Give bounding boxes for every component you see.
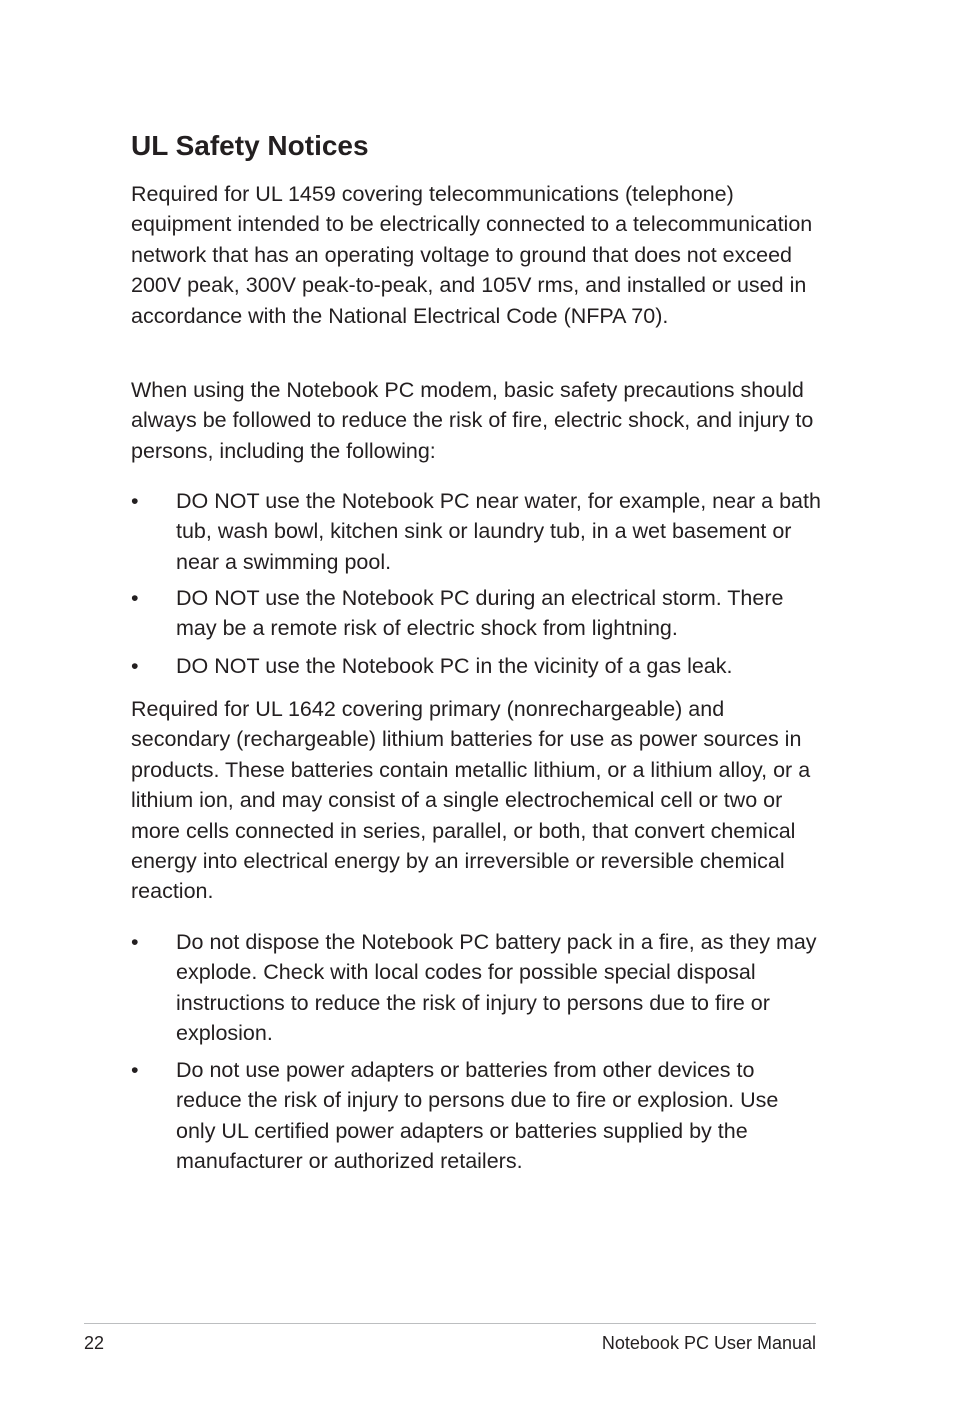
- bullet-text-battery-disposal: Do not dispose the Notebook PC battery pack in a fire, as they may explode. Check with local codes for possible special disposal instructions to reduce the risk of injury to persons due to fire or explosion.: [176, 930, 817, 1046]
- paragraph-ul1642: Required for UL 1642 covering primary (nonrechargeable) and secondary (rechargeable) lithium batteries for use as power sources in products. These batteries contain metallic lithium, or a lithium alloy, or a lithium ion, and may consist of a single electrochemical cell or two or more cells connected in series, parallel, or both, that convert chemical energy into electrical energy by an irreversible or reversible chemical reaction.: [131, 697, 811, 904]
- page-heading: UL Safety Notices: [131, 130, 369, 161]
- list-item: [131, 583, 821, 644]
- footer-divider: [84, 1323, 816, 1324]
- bullet-marker: •: [131, 489, 139, 513]
- bullet-text-storm: DO NOT use the Notebook PC during an electrical storm. There may be a remote risk of electric shock from lightning.: [176, 586, 784, 641]
- list-item: [131, 927, 821, 1049]
- list-item: [131, 1055, 821, 1177]
- paragraph-ul1459: Required for UL 1459 covering telecommunications (telephone) equipment intended to be electrically connected to a telecommunication network that has an operating voltage to ground that does not exceed 200V peak, 300V peak-to-peak, and 105V rms, and installed or used in accordance with the National Electrical Code (NFPA 70).: [131, 182, 813, 328]
- bullet-text-water: DO NOT use the Notebook PC near water, for example, near a bath tub, wash bowl, kitchen sink or laundry tub, in a wet basement or near a swimming pool.: [176, 489, 821, 574]
- list-item: [131, 651, 821, 681]
- bullet-marker: •: [131, 586, 139, 610]
- paragraph-modem-precautions: When using the Notebook PC modem, basic safety precautions should always be followed to reduce the risk of fire, electric shock, and injury to persons, including the following:: [131, 378, 814, 463]
- manual-title: Notebook PC User Manual: [601, 1333, 816, 1353]
- bullet-text-adapters: Do not use power adapters or batteries from other devices to reduce the risk of injury to persons due to fire or explosion. Use only UL certified power adapters or batteries supplied by the manufacturer or authorized retailers.: [176, 1058, 779, 1174]
- bullet-marker: •: [131, 654, 139, 678]
- bullet-text-gas-leak: DO NOT use the Notebook PC in the vicinity of a gas leak.: [176, 654, 733, 678]
- page-number: 22: [84, 1333, 105, 1353]
- bullet-marker: •: [131, 930, 139, 954]
- bullet-marker: •: [131, 1058, 139, 1082]
- list-item: [131, 486, 821, 577]
